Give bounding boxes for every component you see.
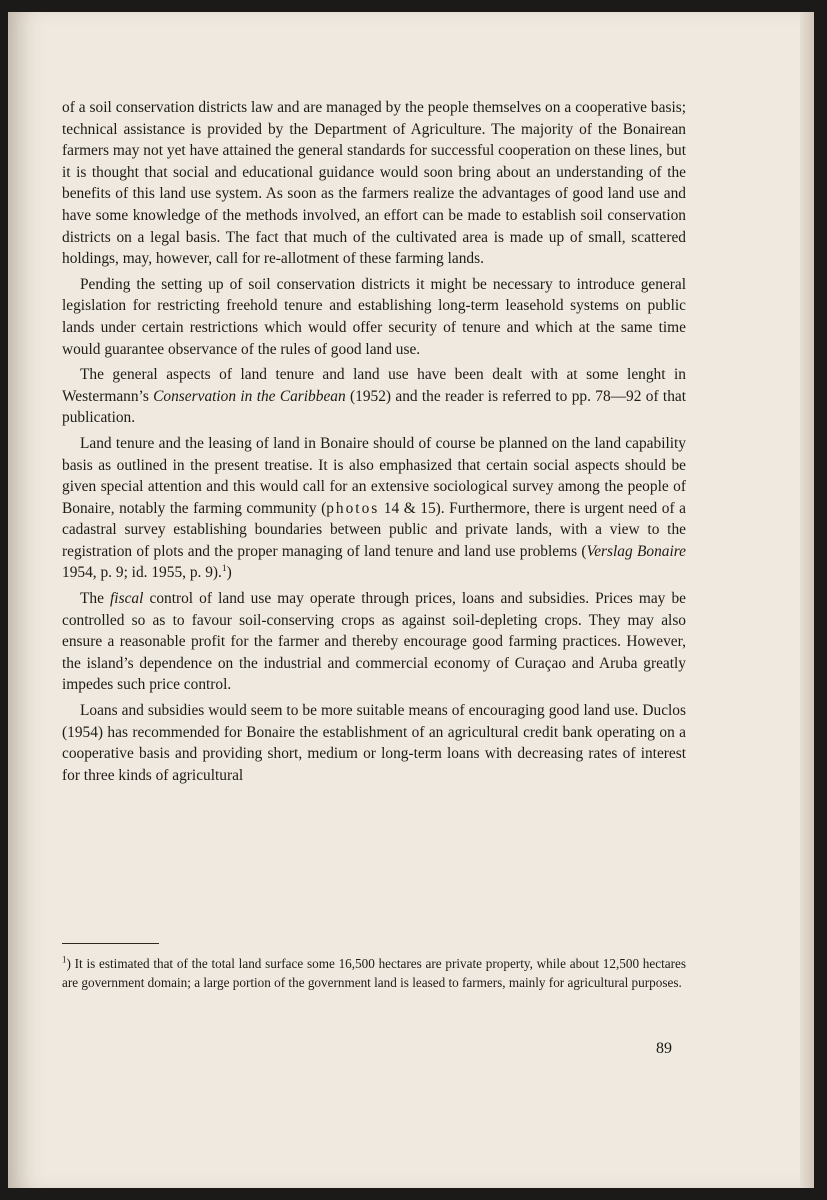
page-edge [800,12,814,1188]
italic-text: Conservation in the Caribbean [153,387,346,405]
paragraph [62,700,686,786]
paragraph-text: 14 & 15). Furthermore, there is urgent need of a cadastral survey establishing boundaries between public and private lands, with a view to the registration of plots and the proper managing of land tenure and land use problems ( [62,499,686,560]
footnote-marker: 1 [62,954,67,965]
paragraph [62,274,686,360]
paragraph-text: control of land use may operate through prices, loans and subsidies. Prices may be controlled so as to favour soil-conserving crops as against soil-depleting crops. They may also ensure a reasonable profit for the farmer and thereby encourage good farming practices. However, the island’s dependence on the industrial and commercial economy of Curaçao and Aruba greatly impedes such price control. [62,590,687,694]
footnote-ref: 1 [221,564,227,575]
paragraph-text: The general aspects of land tenure and land use have been dealt with at some lenght in Westermann’s [62,366,686,405]
italic-text: fiscal [110,590,144,608]
paragraph-text: Loans and subsidies would seem to be more suitable means of encouraging good land use. Duclos (1954) has recommended for Bonaire the establishment of an agricultural credit bank operating on a cooperative basis and providing short, medium or long-term loans with decreasing rates of interest for three kinds of agricultural [62,702,686,784]
footnote [62,955,686,992]
paragraph [62,364,686,429]
paragraph [62,588,686,696]
page-number: 89 [656,1040,672,1057]
italic-text: Verslag Bonaire [586,542,686,560]
paragraph-text: 1954, p. 9; id. 1955, p. 9). [62,564,222,582]
paragraph-text: Land tenure and the leasing of land in Bonaire should of course be planned on the land capability basis as outlined in the present treatise. It is also emphasized that certain social aspects should be given special attention and this would call for an extensive sociological survey among the people of Bonaire, notably the farming community ( [62,434,686,517]
body-text [62,97,686,786]
paragraph-text: ) [226,564,232,582]
paragraph-text: Pending the setting up of soil conservation districts it might be necessary to introduce general legislation for restricting freehold tenure and establishing long-term leasehold systems on public lands under certain restrictions which would offer security of tenure and which at the same time would guarantee observance of the rules of good land use. [62,275,686,358]
paragraph [62,97,686,270]
paragraph-text: (1952) and the reader is referred to pp. 78—92 of that publication. [62,387,686,427]
footnote-text: ) It is estimated that of the total land surface some 16,500 hectares are private property, while about 12,500 hectares are government domain; a large portion of the government land is leased to farmers, mainly for agricultural purposes. [62,956,686,990]
footnote-rule [62,943,159,944]
paragraph-text: The [80,590,111,608]
paragraph-text: photos [326,499,380,517]
paragraph-text: of a soil conservation districts law and are managed by the people themselves on a cooperative basis; technical assistance is provided by the Department of Agriculture. The majority of the Bonairean farmers may not yet have attained the general standards for successful cooperation on these lines, but it is thought that social and educational guidance would soon bring about an understanding of the benefits of this land use system. As soon as the farmers realize the advantages of good land use and have some knowledge of the methods involved, an effort can be made to establish soil conservation districts on a legal basis. The fact that much of the cultivated area is made up of small, scattered holdings, may, however, call for re-allotment of these farming lands. [62,99,686,268]
paragraph [62,433,686,584]
